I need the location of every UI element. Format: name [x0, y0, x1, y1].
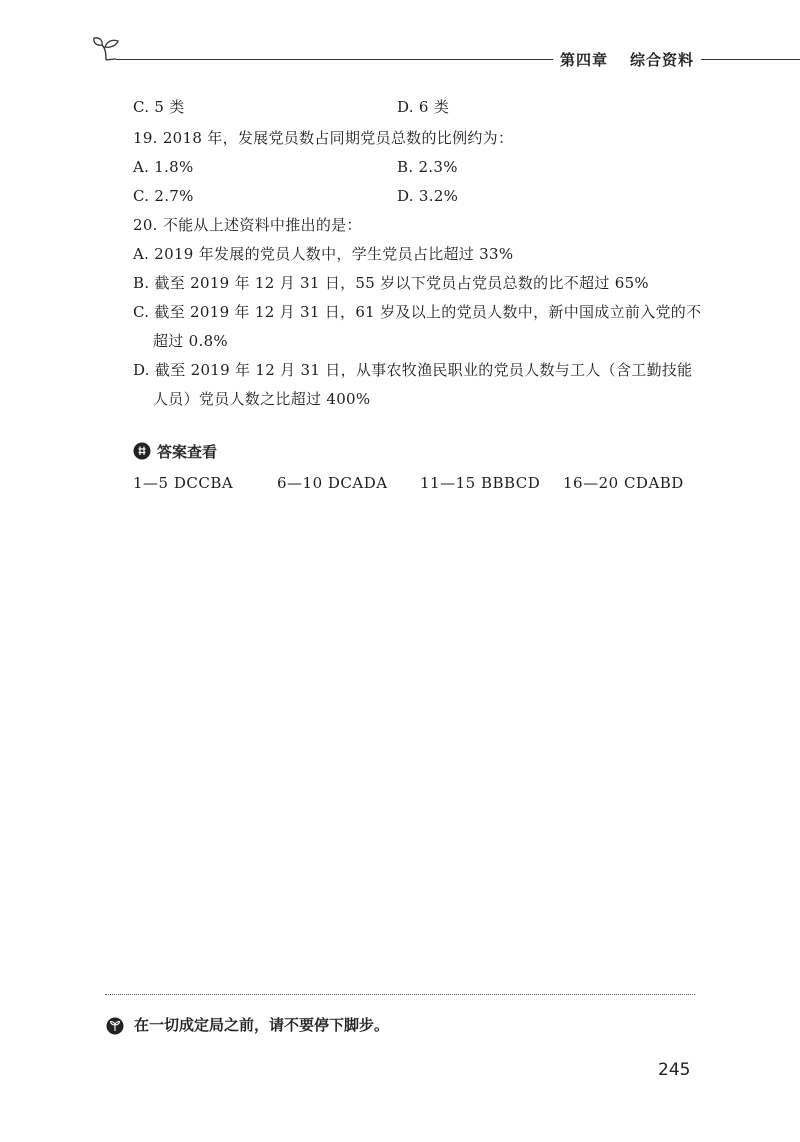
header-rule-right — [701, 59, 800, 60]
answer-group-3: 11—15 BBBCD — [420, 474, 541, 492]
chapter-label: 第四章 — [560, 51, 609, 69]
q19-option-a: A. 1.8% — [133, 158, 194, 176]
q20-option-c: C. 截至 2019 年 12 月 31 日，61 岁及以上的党员人数中，新中国成立前入党的不 — [133, 303, 702, 321]
q18-option-d: D. 6 类 — [397, 98, 450, 116]
q20-stem: 20. 不能从上述资料中推出的是： — [133, 216, 362, 234]
footer-motto: 在一切成定局之前，请不要停下脚步。 — [134, 1016, 390, 1034]
q20-option-d-continued: 人员）党员人数之比超过 400% — [153, 390, 371, 408]
q20-option-c-continued: 超过 0.8% — [153, 332, 228, 350]
q20-option-a: A. 2019 年发展的党员人数中，学生党员占比超过 33% — [133, 245, 514, 263]
q19-stem: 19. 2018 年，发展党员数占同期党员总数的比例约为： — [133, 129, 514, 147]
page-number: 245 — [658, 1060, 691, 1080]
page-header — [0, 0, 800, 80]
q20-option-b: B. 截至 2019 年 12 月 31 日，55 岁以下党员占党员总数的比不超过 65% — [133, 274, 649, 292]
q19-option-b: B. 2.3% — [397, 158, 458, 176]
footer-divider — [105, 994, 695, 995]
footer-sprout-icon — [106, 1017, 124, 1035]
answer-group-4: 16—20 CDABD — [563, 474, 684, 492]
answer-group-1: 1—5 DCCBA — [133, 474, 234, 492]
chapter-title: 综合资料 — [630, 51, 695, 69]
answer-badge-icon — [133, 442, 151, 460]
q19-option-c: C. 2.7% — [133, 187, 194, 205]
q19-option-d: D. 3.2% — [397, 187, 459, 205]
header-rule-left — [116, 59, 553, 60]
q18-option-c: C. 5 类 — [133, 98, 185, 116]
q20-option-d: D. 截至 2019 年 12 月 31 日，从事农牧渔民职业的党员人数与工人（含工勤技能 — [133, 361, 693, 379]
answer-section-title: 答案查看 — [157, 443, 218, 461]
answer-group-2: 6—10 DCADA — [277, 474, 388, 492]
